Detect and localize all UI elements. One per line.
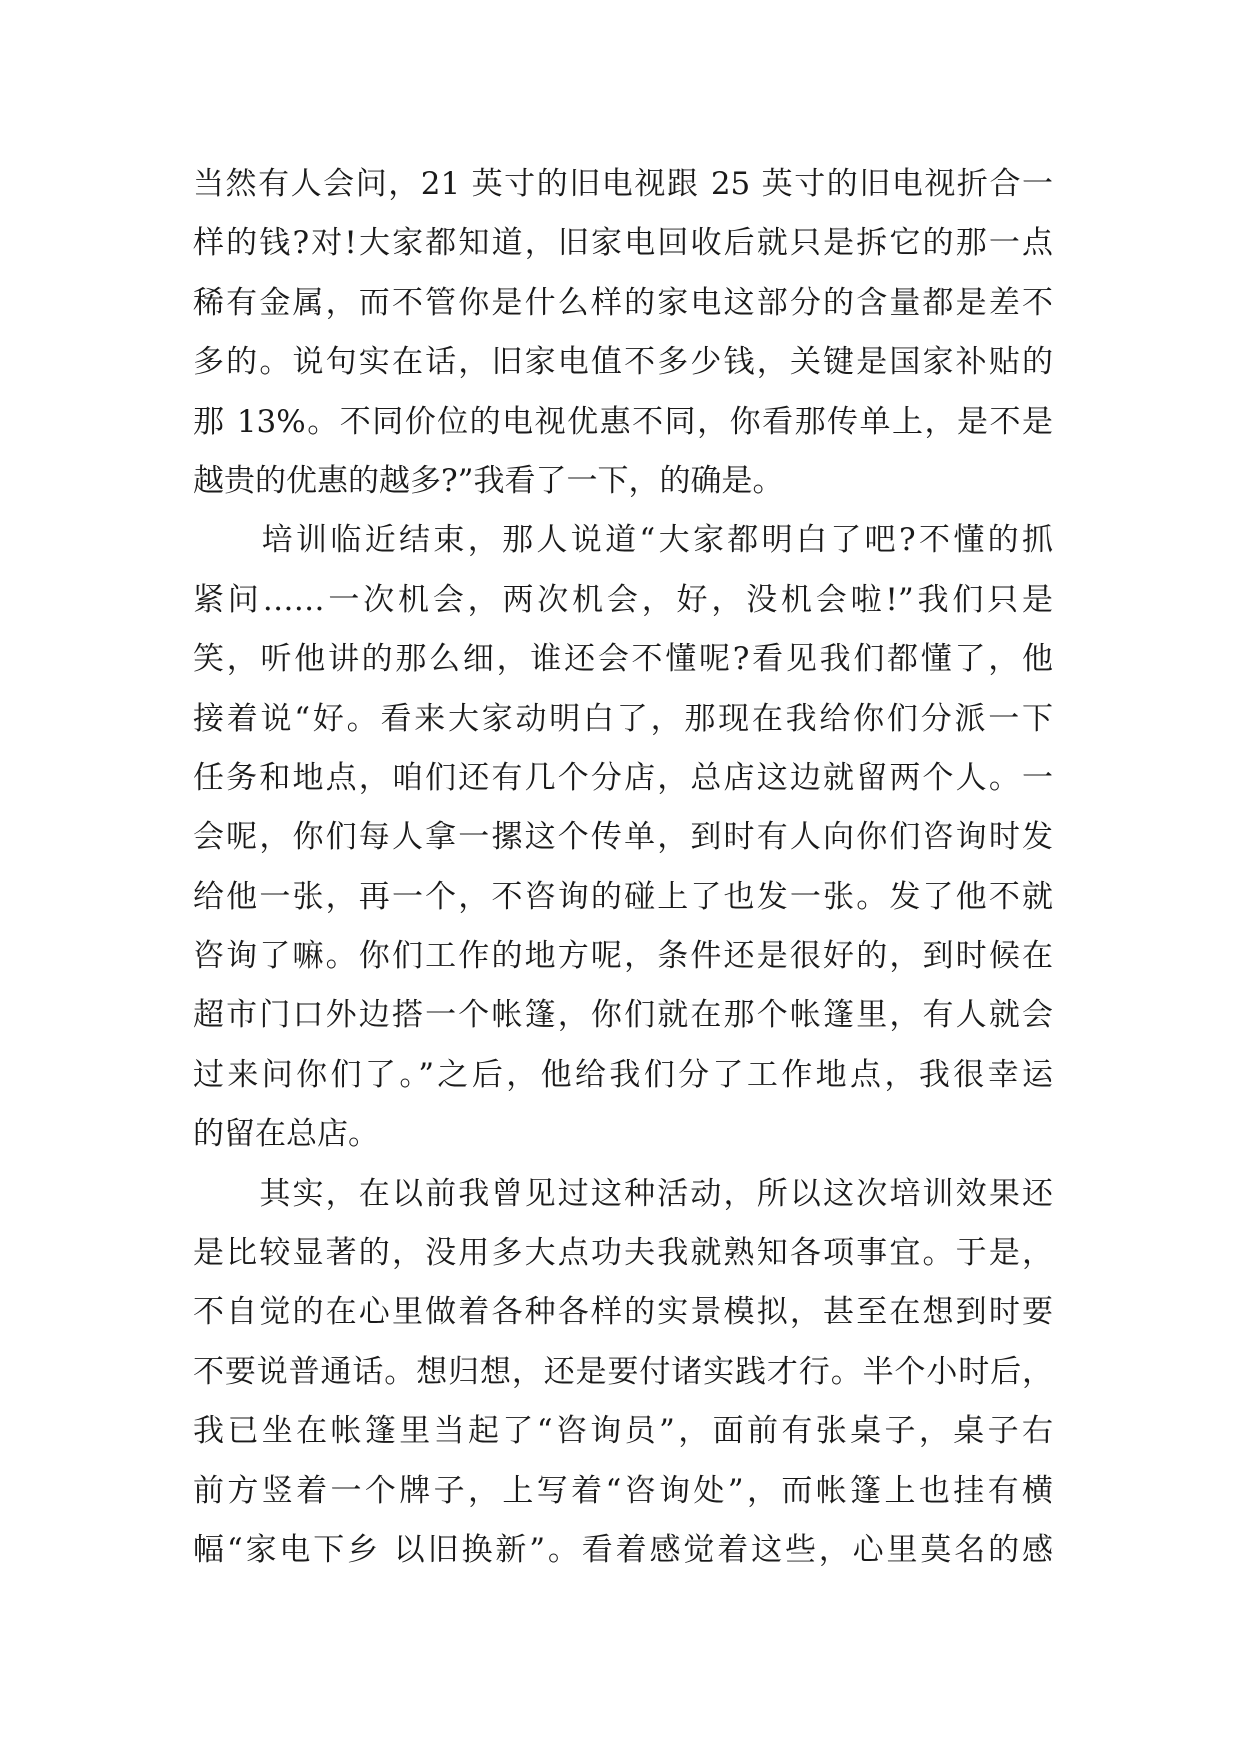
- text-line: 给他一张，再一个，不咨询的碰上了也发一张。发了他不就: [193, 878, 1053, 915]
- text-line: 稀有金属，而不管你是什么样的家电这部分的含量都是差不: [193, 284, 1053, 321]
- text-line: 前方竖着一个牌子，上写着“咨询处”，而帐篷上也挂有横: [193, 1472, 1053, 1509]
- text-line: 任务和地点，咱们还有几个分店，总店这边就留两个人。一: [193, 759, 1053, 796]
- text-line: 多的。说句实在话，旧家电值不多少钱，关键是国家补贴的: [193, 344, 1053, 381]
- text-line: 幅“家电下乡 以旧换新”。看着感觉着这些，心里莫名的感: [193, 1531, 1053, 1568]
- text-line: 那 13%。不同价位的电视优惠不同，你看那传单上，是不是: [193, 403, 1053, 440]
- text-line: 过来问你们了。”之后，他给我们分了工作地点，我很幸运: [193, 1056, 1053, 1093]
- text-line: 其实，在以前我曾见过这种活动，所以这次培训效果还: [193, 1175, 1053, 1212]
- text-line: 越贵的优惠的越多?”我看了一下，的确是。: [193, 462, 784, 499]
- text-line: 不自觉的在心里做着各种各样的实景模拟，甚至在想到时要: [193, 1294, 1053, 1331]
- text-line: 笑，听他讲的那么细，谁还会不懂呢?看见我们都懂了，他: [193, 641, 1053, 678]
- body-text: [193, 155, 1053, 1580]
- text-line: 培训临近结束，那人说道“大家都明白了吧?不懂的抓: [193, 522, 1053, 559]
- text-line: 紧问……一次机会，两次机会，好，没机会啦!”我们只是: [193, 581, 1053, 618]
- text-line: 咨询了嘛。你们工作的地方呢，条件还是很好的，到时候在: [193, 938, 1053, 975]
- text-line: 不要说普通话。想归想，还是要付诸实践才行。半个小时后，: [193, 1353, 1053, 1390]
- text-line: 当然有人会问，21 英寸的旧电视跟 25 英寸的旧电视折合一: [193, 166, 1053, 202]
- text-line: 样的钱?对!大家都知道，旧家电回收后就只是拆它的那一点: [193, 225, 1053, 262]
- text-line: 的留在总店。: [193, 1116, 379, 1153]
- text-line: 会呢，你们每人拿一摞这个传单，到时有人向你们咨询时发: [193, 819, 1053, 856]
- text-line: 是比较显著的，没用多大点功夫我就熟知各项事宜。于是，: [193, 1235, 1053, 1272]
- text-line: 接着说“好。看来大家动明白了，那现在我给你们分派一下: [193, 700, 1053, 737]
- text-line: 超市门口外边搭一个帐篷，你们就在那个帐篷里，有人就会: [193, 997, 1053, 1034]
- text-line: 我已坐在帐篷里当起了“咨询员”，面前有张桌子，桌子右: [193, 1413, 1053, 1450]
